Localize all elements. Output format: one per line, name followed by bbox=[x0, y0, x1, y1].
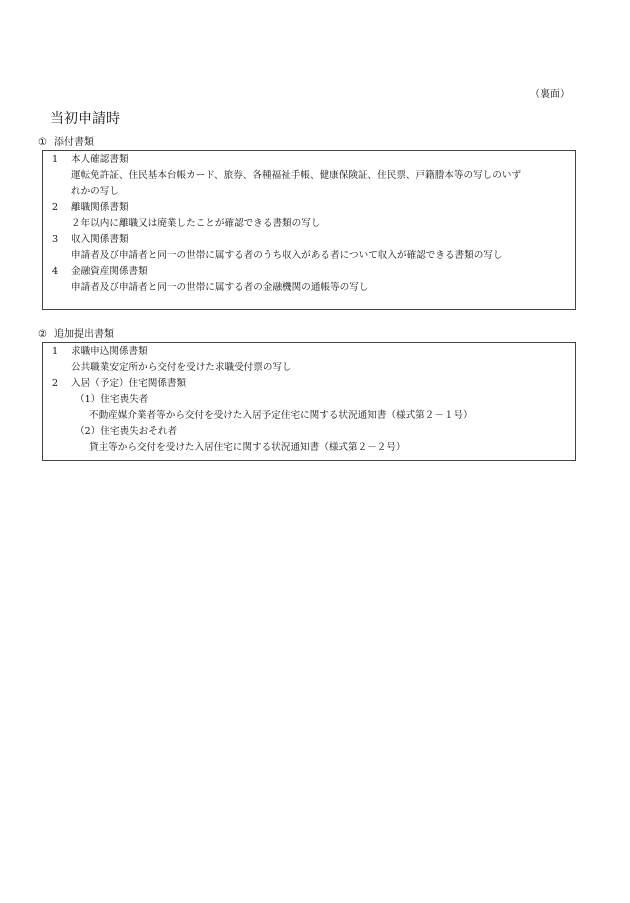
section-marker: ② bbox=[38, 329, 47, 340]
additional-documents-box bbox=[42, 342, 576, 461]
item-number: 3 bbox=[52, 234, 59, 245]
item-title-separation: 離職関係書類 bbox=[71, 202, 129, 213]
page-side-label: （裏面） bbox=[530, 89, 570, 100]
item-detail: 公共職業安定所から交付を受けた求職受付票の写し bbox=[71, 362, 292, 373]
subitem-title: （2）住宅喪失おそれ者 bbox=[75, 426, 178, 437]
item-detail: 申請者及び申請者と同一の世帯に属する者の金融機関の通帳等の写し bbox=[71, 282, 369, 293]
item-detail: 申請者及び申請者と同一の世帯に属する者のうち収入がある者について収入が確認できる書類の写し bbox=[71, 250, 503, 261]
item-title-financial-assets: 金融資産関係書類 bbox=[71, 266, 148, 277]
item-number: 1 bbox=[52, 346, 59, 357]
item-number: 4 bbox=[52, 266, 59, 277]
item-detail: ２年以内に離職又は廃業したことが確認できる書類の写し bbox=[71, 218, 321, 229]
item-detail: 運転免許証、住民基本台帳カード、旅券、各種福祉手帳、健康保険証、住民票、戸籍謄本等の写しのいず bbox=[71, 170, 522, 181]
document-title: 当初申請時 bbox=[50, 111, 120, 127]
subitem-detail: 不動産媒介業者等から交付を受けた入居予定住宅に関する状況通知書（様式第２－１号） bbox=[89, 410, 473, 421]
item-detail: れかの写し bbox=[71, 186, 119, 197]
item-number: 2 bbox=[52, 378, 59, 389]
item-title-identity: 本人確認書類 bbox=[71, 154, 129, 165]
section-marker: ① bbox=[38, 137, 47, 148]
section-title: 添付書類 bbox=[54, 137, 94, 148]
item-title-job-application: 求職申込関係書類 bbox=[71, 346, 148, 357]
item-number: 2 bbox=[52, 202, 59, 213]
section-heading-additional bbox=[38, 328, 114, 341]
attachments-box bbox=[42, 150, 576, 310]
item-title-income: 収入関係書類 bbox=[71, 234, 129, 245]
item-title-housing: 入居（予定）住宅関係書類 bbox=[71, 378, 187, 389]
section-heading-attachments bbox=[38, 136, 94, 149]
subitem-title: （1）住宅喪失者 bbox=[75, 394, 149, 405]
section-title: 追加提出書類 bbox=[54, 329, 114, 340]
subitem-detail: 貸主等から交付を受けた入居住宅に関する状況通知書（様式第２－２号） bbox=[89, 442, 406, 453]
item-number: 1 bbox=[52, 154, 59, 165]
